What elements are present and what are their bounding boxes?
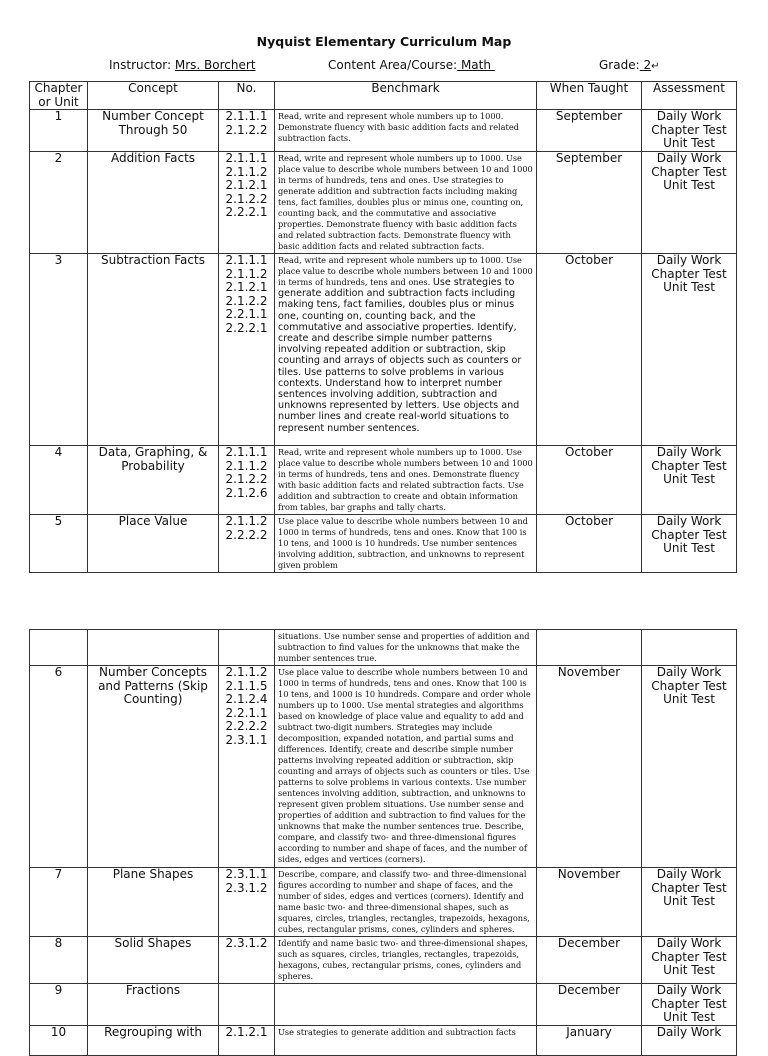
concept-cell: Place Value: [88, 515, 219, 573]
benchmark-number: 2.1.2.2: [225, 191, 268, 206]
unit-cell: 3: [30, 254, 88, 446]
unit-cell: 9: [30, 984, 88, 1026]
when-taught-cell: December: [537, 937, 642, 984]
assessment-item: Unit Test: [663, 541, 715, 555]
assessment-cell: [642, 152, 737, 254]
assessment-item: Chapter Test: [651, 164, 727, 179]
instructor-line: [109, 58, 256, 72]
benchmark-number-cell: [219, 1025, 275, 1055]
assessment-cell: [642, 446, 737, 515]
when-taught-cell: November: [537, 666, 642, 868]
content-area-value: Math: [457, 58, 495, 72]
table-row: [30, 152, 737, 254]
benchmark-cell: [275, 630, 537, 666]
benchmark-number: 2.1.1.2: [225, 266, 268, 281]
assessment-item: Unit Test: [663, 178, 715, 192]
benchmark-cell: [275, 254, 537, 446]
benchmark-number-cell: [219, 666, 275, 868]
instructor-value: Mrs. Borchert: [174, 58, 256, 72]
concept-cell: Number Concept Through 50: [88, 110, 219, 152]
benchmark-cell: [275, 152, 537, 254]
assessment-item: Chapter Test: [651, 527, 727, 542]
when-taught-cell: November: [537, 868, 642, 937]
benchmark-number: 2.2.1.1: [225, 307, 268, 321]
table-header-row: [30, 82, 737, 110]
table-row: [30, 1025, 737, 1055]
benchmark-cell: [275, 984, 537, 1026]
grade-label: Grade:: [599, 58, 640, 72]
assessment-cell: [642, 254, 737, 446]
concept-cell: [88, 630, 219, 666]
assessment-item: Daily Work: [656, 665, 722, 679]
benchmark-number: 2.1.2.1: [225, 178, 268, 192]
assessment-item: Daily Work: [656, 1024, 722, 1039]
assessment-item: Chapter Test: [651, 458, 727, 473]
benchmark-number: 2.1.1.1: [225, 445, 268, 459]
benchmark-number-cell: [219, 110, 275, 152]
unit-cell: [30, 630, 88, 666]
column-header: When Taught: [537, 82, 642, 110]
benchmark-text: Read, write and represent whole numbers up to 1000. Use place value to describe whole numbers between 10 and 1000 in terms of hundreds, tens and ones.: [278, 255, 533, 287]
benchmark-number: 2.1.1.2: [225, 514, 268, 528]
unit-cell: 10: [30, 1025, 88, 1055]
unit-cell: 7: [30, 868, 88, 937]
benchmark-number: 2.3.1.2: [225, 936, 268, 950]
assessment-item: Daily Work: [656, 867, 722, 881]
benchmark-number-cell: [219, 446, 275, 515]
benchmark-number: 2.1.2.1: [225, 280, 268, 294]
benchmark-number: 2.1.2.2: [225, 293, 268, 308]
assessment-item: Chapter Test: [651, 880, 727, 895]
assessment-cell: [642, 515, 737, 573]
curriculum-table-continued: [29, 629, 737, 1056]
benchmark-number: 2.3.1.1: [225, 867, 268, 881]
benchmark-cell: [275, 515, 537, 573]
benchmark-text: Describe, compare, and classify two- and three-dimensional figures according to number and shape of faces, and the number of sides, edges and vertices (corners). Identify and name basic two- and three-dimensional shapes, such as squares, circles, triangles, rectangles, trapezoids, hexagons, cubes, rectangular prisms, cones, cylinders and spheres.: [278, 869, 530, 934]
benchmark-text: Use strategies to generate addition and subtraction facts including making tens, fact families, doubles plus or minus one, counting on, counting back, and the commutative and associative properties. Identify, create and describe simple number patterns involving repeated addition or subtraction, skip counting and arrays of objects such as counters or tiles. Use patterns to solve problems in various contexts. Understand how to interpret number sentences involving addition, subtraction and unknowns represented by letters. Use objects and number lines and create real-world situations to represent number sentences.: [278, 277, 522, 434]
table-row: [30, 630, 737, 666]
assessment-item: Unit Test: [663, 472, 715, 486]
assessment-item: Unit Test: [663, 894, 715, 908]
assessment-item: Daily Work: [656, 514, 722, 528]
benchmark-cell: [275, 666, 537, 868]
unit-cell: 4: [30, 446, 88, 515]
when-taught-cell: September: [537, 110, 642, 152]
benchmark-number: 2.1.2.2: [225, 472, 268, 486]
assessment-item: Unit Test: [663, 963, 715, 977]
benchmark-cell: [275, 110, 537, 152]
benchmark-number: 2.1.2.1: [225, 1024, 268, 1039]
benchmark-text: Use strategies to generate addition and subtraction facts: [278, 1026, 516, 1037]
benchmark-text: Read, write and represent whole numbers up to 1000. Use place value to describe whole numbers between 10 and 1000 in terms of hundreds, tens and ones. Demonstrate fluency with basic addition facts and related subtraction facts. Use addition and subtraction to create and obtain information from tables, bar graphs and tally charts.: [278, 447, 533, 512]
assessment-item: Chapter Test: [651, 678, 727, 693]
concept-cell: Data, Graphing, & Probability: [88, 446, 219, 515]
benchmark-number: 2.1.1.2: [225, 665, 268, 679]
benchmark-number-cell: [219, 937, 275, 984]
assessment-item: Daily Work: [656, 936, 722, 950]
assessment-cell: [642, 984, 737, 1026]
benchmark-number: 2.2.2.2: [225, 719, 268, 733]
benchmark-cell: [275, 446, 537, 515]
table-row: [30, 515, 737, 573]
paragraph-mark: ↵: [651, 61, 660, 72]
benchmark-number: 2.3.1.2: [225, 880, 268, 895]
benchmark-number-cell: [219, 868, 275, 937]
benchmark-number: 2.2.1.1: [225, 705, 268, 720]
concept-cell: Regrouping with: [88, 1025, 219, 1055]
benchmark-cell: [275, 1025, 537, 1055]
column-header: Concept: [88, 82, 219, 110]
grade-value: 2: [639, 58, 652, 72]
assessment-item: Chapter Test: [651, 996, 727, 1011]
when-taught-cell: [537, 630, 642, 666]
table-row: [30, 937, 737, 984]
assessment-item: Unit Test: [663, 136, 715, 150]
benchmark-number: 2.1.1.5: [225, 678, 268, 693]
table-row: [30, 666, 737, 868]
benchmark-text: Use place value to describe whole numbers between 10 and 1000 in terms of hundreds, tens and ones. Know that 100 is 10 tens, and 1000 is 10 hundreds. Compare and order whole numbers up to 1000. Use mental strategies and algorithms based on knowledge of place value and equality to add and subtract two-digit numbers. Strategies may include decomposition, expanded notation, and partial sums and differences. Identify, create and describe simple number patterns involving repeated addition or subtraction, skip counting and arrays of objects such as counters or tiles. Use patterns to solve problems in various contexts. Use number sentences involving addition, subtraction, and unknowns to represent given problem situations. Use number sense and properties of addition and subtraction to find values for the unknowns that make the number sentences true. Describe, compare, and classify two- and three-dimensional figures according to number and shape of faces, and the number of sides, edges and vertices (corners).: [278, 667, 531, 864]
table-row: [30, 868, 737, 937]
benchmark-number: 2.1.1.1: [225, 151, 268, 165]
assessment-cell: [642, 666, 737, 868]
when-taught-cell: October: [537, 515, 642, 573]
page-title: Nyquist Elementary Curriculum Map: [256, 34, 512, 49]
benchmark-number: 2.2.2.2: [225, 527, 268, 542]
benchmark-number: 2.3.1.1: [225, 732, 268, 747]
concept-cell: Solid Shapes: [88, 937, 219, 984]
concept-cell: Plane Shapes: [88, 868, 219, 937]
when-taught-cell: October: [537, 446, 642, 515]
when-taught-cell: September: [537, 152, 642, 254]
assessment-item: Unit Test: [663, 692, 715, 706]
assessment-item: Unit Test: [663, 280, 715, 294]
benchmark-number: 2.1.1.2: [225, 164, 268, 179]
concept-cell: Fractions: [88, 984, 219, 1026]
assessment-item: Daily Work: [656, 983, 722, 997]
assessment-item: Unit Test: [663, 1010, 715, 1024]
unit-cell: 2: [30, 152, 88, 254]
assessment-item: Daily Work: [656, 253, 722, 267]
benchmark-number: 2.1.2.2: [225, 122, 268, 137]
benchmark-number: 2.1.1.1: [225, 109, 268, 123]
assessment-cell: [642, 868, 737, 937]
concept-cell: Addition Facts: [88, 152, 219, 254]
assessment-item: Daily Work: [656, 151, 722, 165]
when-taught-cell: October: [537, 254, 642, 446]
grade-line: [599, 58, 659, 72]
benchmark-number-cell: [219, 984, 275, 1026]
table-row: [30, 254, 737, 446]
content-area-line: [328, 58, 495, 72]
benchmark-number: 2.2.2.1: [225, 320, 268, 335]
unit-cell: 1: [30, 110, 88, 152]
benchmark-text: situations. Use number sense and properties of addition and subtraction to find values for the unknowns that make the number sentences true.: [278, 631, 530, 663]
benchmark-number-cell: [219, 630, 275, 666]
table-row: [30, 984, 737, 1026]
benchmark-number: 2.1.2.6: [225, 485, 268, 500]
table-row: [30, 446, 737, 515]
table-row: [30, 110, 737, 152]
assessment-item: Chapter Test: [651, 122, 727, 137]
column-header: Benchmark: [275, 82, 537, 110]
benchmark-text: Identify and name basic two- and three-dimensional shapes, such as squares, circles, triangles, rectangles, trapezoids, hexagons, cubes, rectangular prisms, cones, cylinders and spheres.: [278, 938, 528, 981]
assessment-item: Chapter Test: [651, 949, 727, 964]
unit-cell: 5: [30, 515, 88, 573]
unit-cell: 6: [30, 666, 88, 868]
benchmark-number-cell: [219, 152, 275, 254]
assessment-item: Chapter Test: [651, 266, 727, 281]
column-header: No.: [219, 82, 275, 110]
benchmark-text: Use place value to describe whole numbers between 10 and 1000 in terms of hundreds, tens and ones. Know that 100 is 10 tens, and 1000 is 10 hundreds. Use number sentences involving addition, subtraction, and unknowns to represent given problem: [278, 516, 528, 570]
benchmark-number: 2.1.2.4: [225, 692, 268, 706]
benchmark-number-cell: [219, 515, 275, 573]
curriculum-table: [29, 81, 737, 573]
instructor-label: Instructor:: [109, 58, 172, 72]
benchmark-text: Read, write and represent whole numbers up to 1000. Use place value to describe whole numbers between 10 and 1000 in terms of hundreds, tens and ones. Use strategies to generate addition and subtraction facts including making tens, fact families, doubles plus or minus one, counting on, counting back, and the commutative and associative properties. Demonstrate fluency with basic addition facts and related subtraction facts. Demonstrate fluency with basic addition facts and related subtraction facts.: [278, 153, 533, 251]
assessment-cell: [642, 630, 737, 666]
column-header: Chapter or Unit: [30, 82, 88, 110]
benchmark-number-cell: [219, 254, 275, 446]
content-area-label: Content Area/Course:: [328, 58, 458, 72]
benchmark-number: 2.2.2.1: [225, 205, 268, 219]
when-taught-cell: December: [537, 984, 642, 1026]
assessment-item: Daily Work: [656, 445, 722, 459]
assessment-cell: [642, 937, 737, 984]
assessment-cell: [642, 1025, 737, 1055]
benchmark-number: 2.1.1.1: [225, 253, 268, 267]
concept-cell: Subtraction Facts: [88, 254, 219, 446]
concept-cell: Number Concepts and Patterns (Skip Counting): [88, 666, 219, 868]
column-header: Assessment: [642, 82, 737, 110]
benchmark-cell: [275, 868, 537, 937]
assessment-cell: [642, 110, 737, 152]
when-taught-cell: January: [537, 1025, 642, 1055]
benchmark-number: 2.1.1.2: [225, 458, 268, 473]
benchmark-cell: [275, 937, 537, 984]
assessment-item: Daily Work: [656, 109, 722, 123]
unit-cell: 8: [30, 937, 88, 984]
benchmark-text: Read, write and represent whole numbers up to 1000. Demonstrate fluency with basic addition facts and related subtraction facts.: [278, 111, 519, 143]
